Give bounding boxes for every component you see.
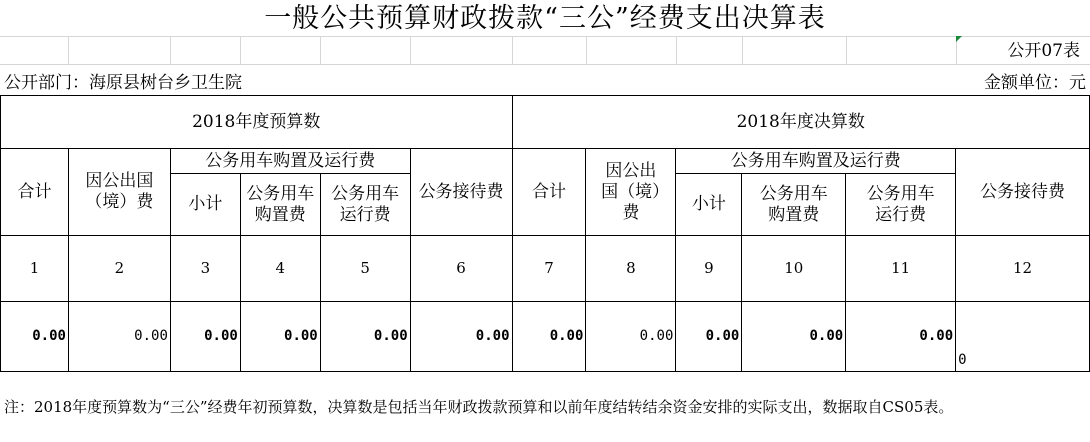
column-number: 3	[170, 236, 240, 302]
value-cell[interactable]: 0.00	[68, 302, 170, 372]
value-cell[interactable]: 0.00	[676, 302, 742, 372]
value-cell[interactable]: 0.00	[846, 302, 956, 372]
column-number: 5	[320, 236, 410, 302]
grid-line	[742, 36, 743, 64]
total-header: 合计	[512, 149, 586, 236]
column-number: 4	[240, 236, 320, 302]
column-number: 9	[676, 236, 742, 302]
value-cell[interactable]: 0.00	[586, 302, 676, 372]
value-cell[interactable]: 0.00	[512, 302, 586, 372]
value-cell[interactable]: 0.00	[1, 302, 69, 372]
column-number: 1	[1, 236, 69, 302]
column-number: 8	[586, 236, 676, 302]
grid-line	[676, 36, 677, 64]
vehicle-group-header: 公务用车购置及运行费	[170, 149, 410, 174]
column-number: 11	[846, 236, 956, 302]
value-cell[interactable]: 0.00	[742, 302, 846, 372]
column-number: 7	[512, 236, 586, 302]
total-header: 合计	[1, 149, 69, 236]
subtotal-header: 小计	[676, 174, 742, 236]
grid-line	[512, 36, 513, 64]
final-group-header: 2018年度决算数	[512, 96, 1090, 149]
vehicle-operation-header: 公务用车运行费	[320, 174, 410, 236]
column-number: 12	[956, 236, 1090, 302]
department-label: 公开部门：海原县树台乡卫生院	[4, 73, 242, 93]
grid-line	[170, 36, 171, 64]
unit-label: 金额单位：元	[984, 73, 1086, 93]
grid-line	[68, 36, 69, 64]
grid-line	[0, 36, 1090, 37]
expense-table	[0, 95, 1090, 372]
page-title: 一般公共预算财政拨款“三公”经费支出决算表	[264, 3, 826, 34]
grid-line	[846, 36, 847, 64]
column-number: 6	[410, 236, 512, 302]
grid-line	[586, 36, 587, 64]
grid-line	[320, 36, 321, 64]
budget-group-header: 2018年度预算数	[1, 96, 513, 149]
value-cell[interactable]: 0.00	[320, 302, 410, 372]
vehicle-purchase-header: 公务用车购置费	[240, 174, 320, 236]
value-cell[interactable]: 0	[956, 302, 1090, 372]
value-cell[interactable]: 0.00	[410, 302, 512, 372]
subtotal-header: 小计	[170, 174, 240, 236]
column-number: 2	[68, 236, 170, 302]
column-number: 10	[742, 236, 846, 302]
vehicle-operation-header: 公务用车运行费	[846, 174, 956, 236]
abroad-header: 因公出国（境）费	[586, 149, 676, 236]
grid-line	[240, 36, 241, 64]
cell-comment-marker	[956, 36, 962, 42]
value-cell[interactable]: 0.00	[240, 302, 320, 372]
form-code: 公开07表	[1007, 41, 1080, 61]
reception-header: 公务接待费	[410, 149, 512, 236]
footnote: 注：2018年度预算数为“三公”经费年初预算数，决算数是包括当年财政拨款预算和以前年度结转结余资金安排的实际支出，数据取自CS05表。	[4, 398, 954, 416]
value-cell[interactable]: 0.00	[170, 302, 240, 372]
reception-header: 公务接待费	[956, 149, 1090, 236]
vehicle-group-header: 公务用车购置及运行费	[676, 149, 956, 174]
vehicle-purchase-header: 公务用车购置费	[742, 174, 846, 236]
grid-line	[0, 64, 1090, 65]
abroad-header: 因公出国（境）费	[68, 149, 170, 236]
grid-line	[410, 36, 411, 64]
